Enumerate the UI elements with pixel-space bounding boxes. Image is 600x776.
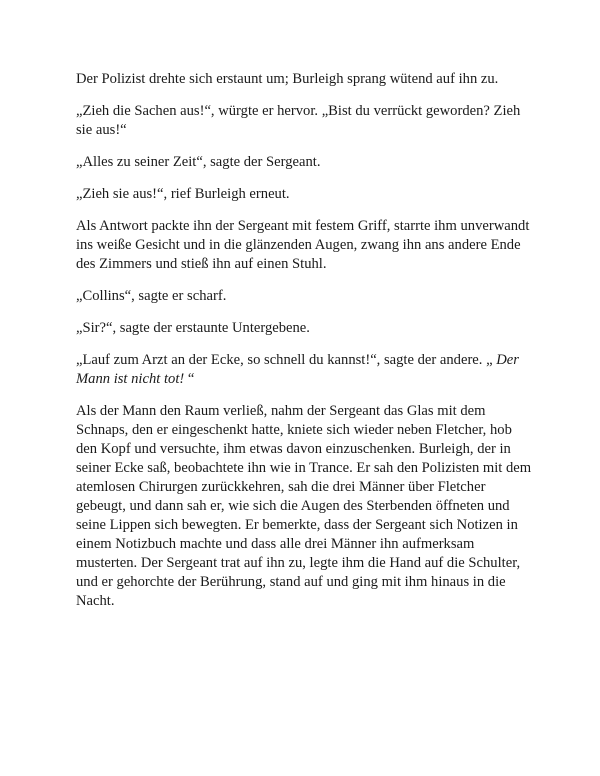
paragraph-8 — [76, 351, 536, 389]
paragraph-8-plain: „Lauf zum Arzt an der Ecke, so schnell du kannst!“, sagte der andere. „ — [76, 352, 497, 368]
paragraph-8-closing: “ — [184, 371, 195, 387]
paragraph-7: „Sir?“, sagte der erstaunte Untergebene. — [76, 320, 310, 336]
paragraph-2: „Zieh die Sachen aus!“, würgte er hervor. „Bist du verrückt geworden? Zieh sie aus!“ — [76, 103, 521, 138]
paragraph-5: Als Antwort packte ihn der Sergeant mit festem Griff, starrte ihm unverwandt ins weiße Gesicht und in die glänzenden Augen, zwang ihn ans andere Ende des Zimmers und stieß ihn auf einen Stuhl. — [76, 218, 530, 272]
paragraph-4: „Zieh sie aus!“, rief Burleigh erneut. — [76, 186, 290, 202]
body-text — [76, 70, 536, 611]
paragraph-9: Als der Mann den Raum verließ, nahm der Sergeant das Glas mit dem Schnaps, den er eingeschenkt hatte, kniete sich wieder neben Fletcher, hob den Kopf und versuchte, ihm etwas davon einzuschenken. Burleigh, der in seiner Ecke saß, beobachtete ihn wie in Trance. Er sah den Polizisten mit dem atemlosen Chirurgen zurückkehren, sah die drei Männer über Fletcher gebeugt, und dann sah er, wie sich die Augen des Sterbenden öffneten und seine Lippen sich bewegten. Er bemerkte, dass der Sergeant sich Notizen in einem Notizbuch machte und dass alle drei Männer ihn aufmerksam musterten. Der Sergeant trat auf ihn zu, legte ihm die Hand auf die Schulter, und er gehorchte der Berührung, stand auf und ging mit ihm hinaus in die Nacht. — [76, 403, 532, 609]
paragraph-1: Der Polizist drehte sich erstaunt um; Burleigh sprang wütend auf ihn zu. — [76, 71, 499, 87]
paragraph-8-italic: Der Mann ist nicht tot! — [76, 352, 519, 387]
paragraph-6: „Collins“, sagte er scharf. — [76, 288, 227, 304]
paragraph-3: „Alles zu seiner Zeit“, sagte der Sergeant. — [76, 154, 321, 170]
